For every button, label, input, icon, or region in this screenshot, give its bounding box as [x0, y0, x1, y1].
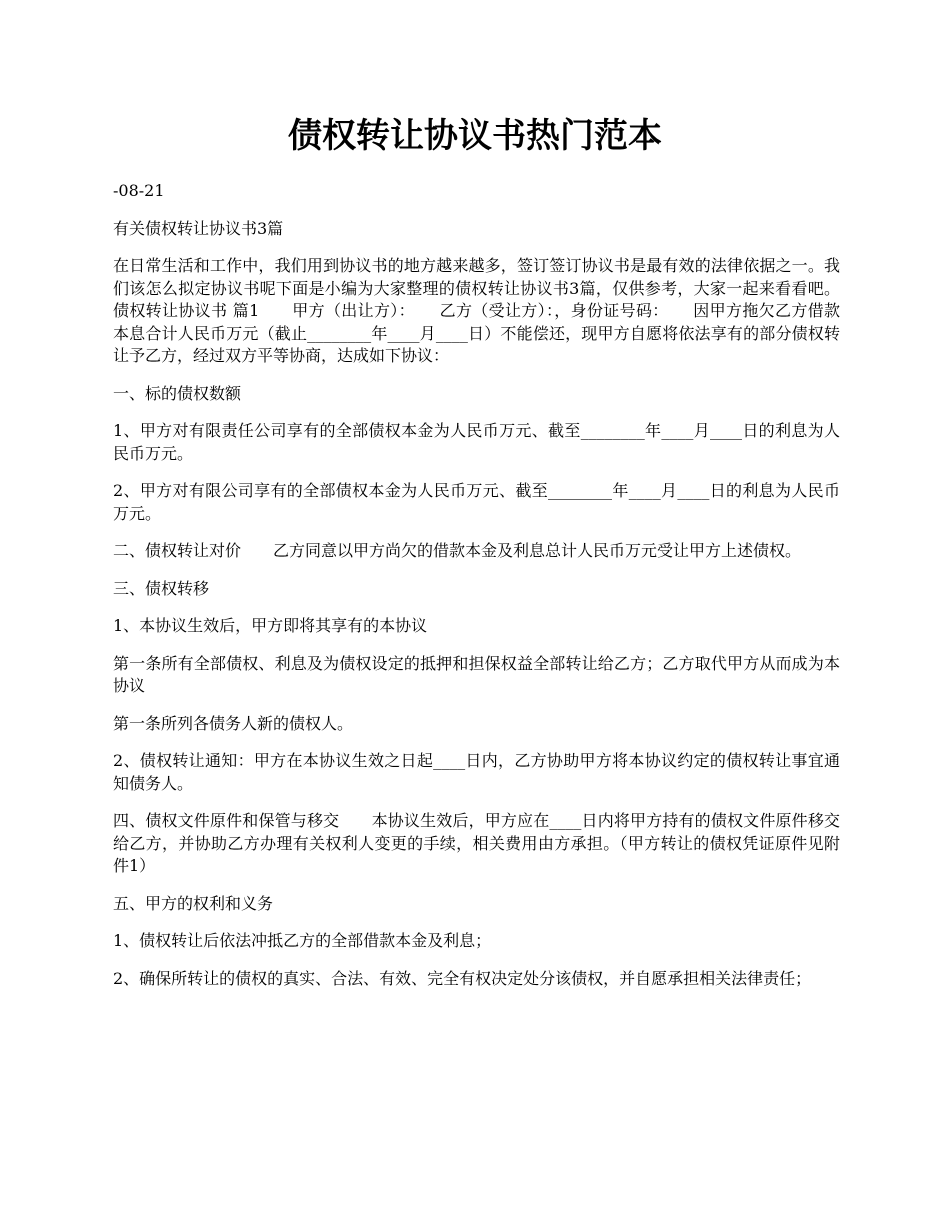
section-heading: 一、标的债权数额: [113, 383, 242, 403]
paragraph: 第一条所有全部债权、利息及为债权设定的抵押和担保权益全部转让给乙方；乙方取代甲方从而成为本协议: [113, 653, 840, 695]
paragraph: 1、甲方对有限责任公司享有的全部债权本金为人民币万元、截至________年____月____日的利息为人民币万元。: [113, 421, 840, 463]
document-body: [113, 180, 840, 1005]
section-heading: 二、债权转让对价 乙方同意以甲方尚欠的借款本金及利息总计人民币万元受让甲方上述债权。: [113, 541, 802, 560]
section-heading: 三、债权转移: [113, 578, 210, 598]
paragraph: 有关债权转让协议书3篇: [113, 218, 284, 238]
document-title: 债权转让协议书热门范本: [288, 116, 662, 156]
paragraph: 在日常生活和工作中，我们用到协议书的地方越来越多，签订签订协议书是最有效的法律依据之一。我们该怎么拟定协议书呢下面是小编为大家整理的债权转让协议书3篇，仅供参考，大家一起来看看吧。债权转让协议书 篇1 甲方（出让方）： 乙方（受让方）：，身份证号码： 因甲方拖欠乙方借款本息合计人民币万元（截止________年____月____日）不能偿还，现甲方自愿将依法享有的部分债权转让予乙方，经过双方平等协商，达成如下协议：: [113, 256, 840, 365]
paragraph: 2、甲方对有限公司享有的全部债权本金为人民币万元、截至________年____月____日的利息为人民币万元。: [113, 481, 840, 523]
paragraph: 2、确保所转让的债权的真实、合法、有效、完全有权决定处分该债权，并自愿承担相关法律责任；: [113, 968, 812, 988]
paragraph: 1、本协议生效后，甲方即将其享有的本协议: [113, 616, 428, 635]
paragraph: 2、债权转让通知：甲方在本协议生效之日起____日内，乙方协助甲方将本协议约定的债权转让事宜通知债务人。: [113, 751, 840, 793]
section-heading: 五、甲方的权利和义务: [113, 893, 274, 913]
paragraph: 第一条所列各债务人新的债权人。: [113, 713, 354, 733]
document-date: -08-21: [113, 181, 165, 200]
paragraph: 1、债权转让后依法冲抵乙方的全部借款本金及利息；: [113, 931, 492, 950]
section-heading: 四、债权文件原件和保管与移交 本协议生效后，甲方应在____日内将甲方持有的债权文件原件移交给乙方，并协助乙方办理有关权利人变更的手续，相关费用由方承担。（甲方转让的债权凭证原件见附件1）: [113, 811, 840, 875]
